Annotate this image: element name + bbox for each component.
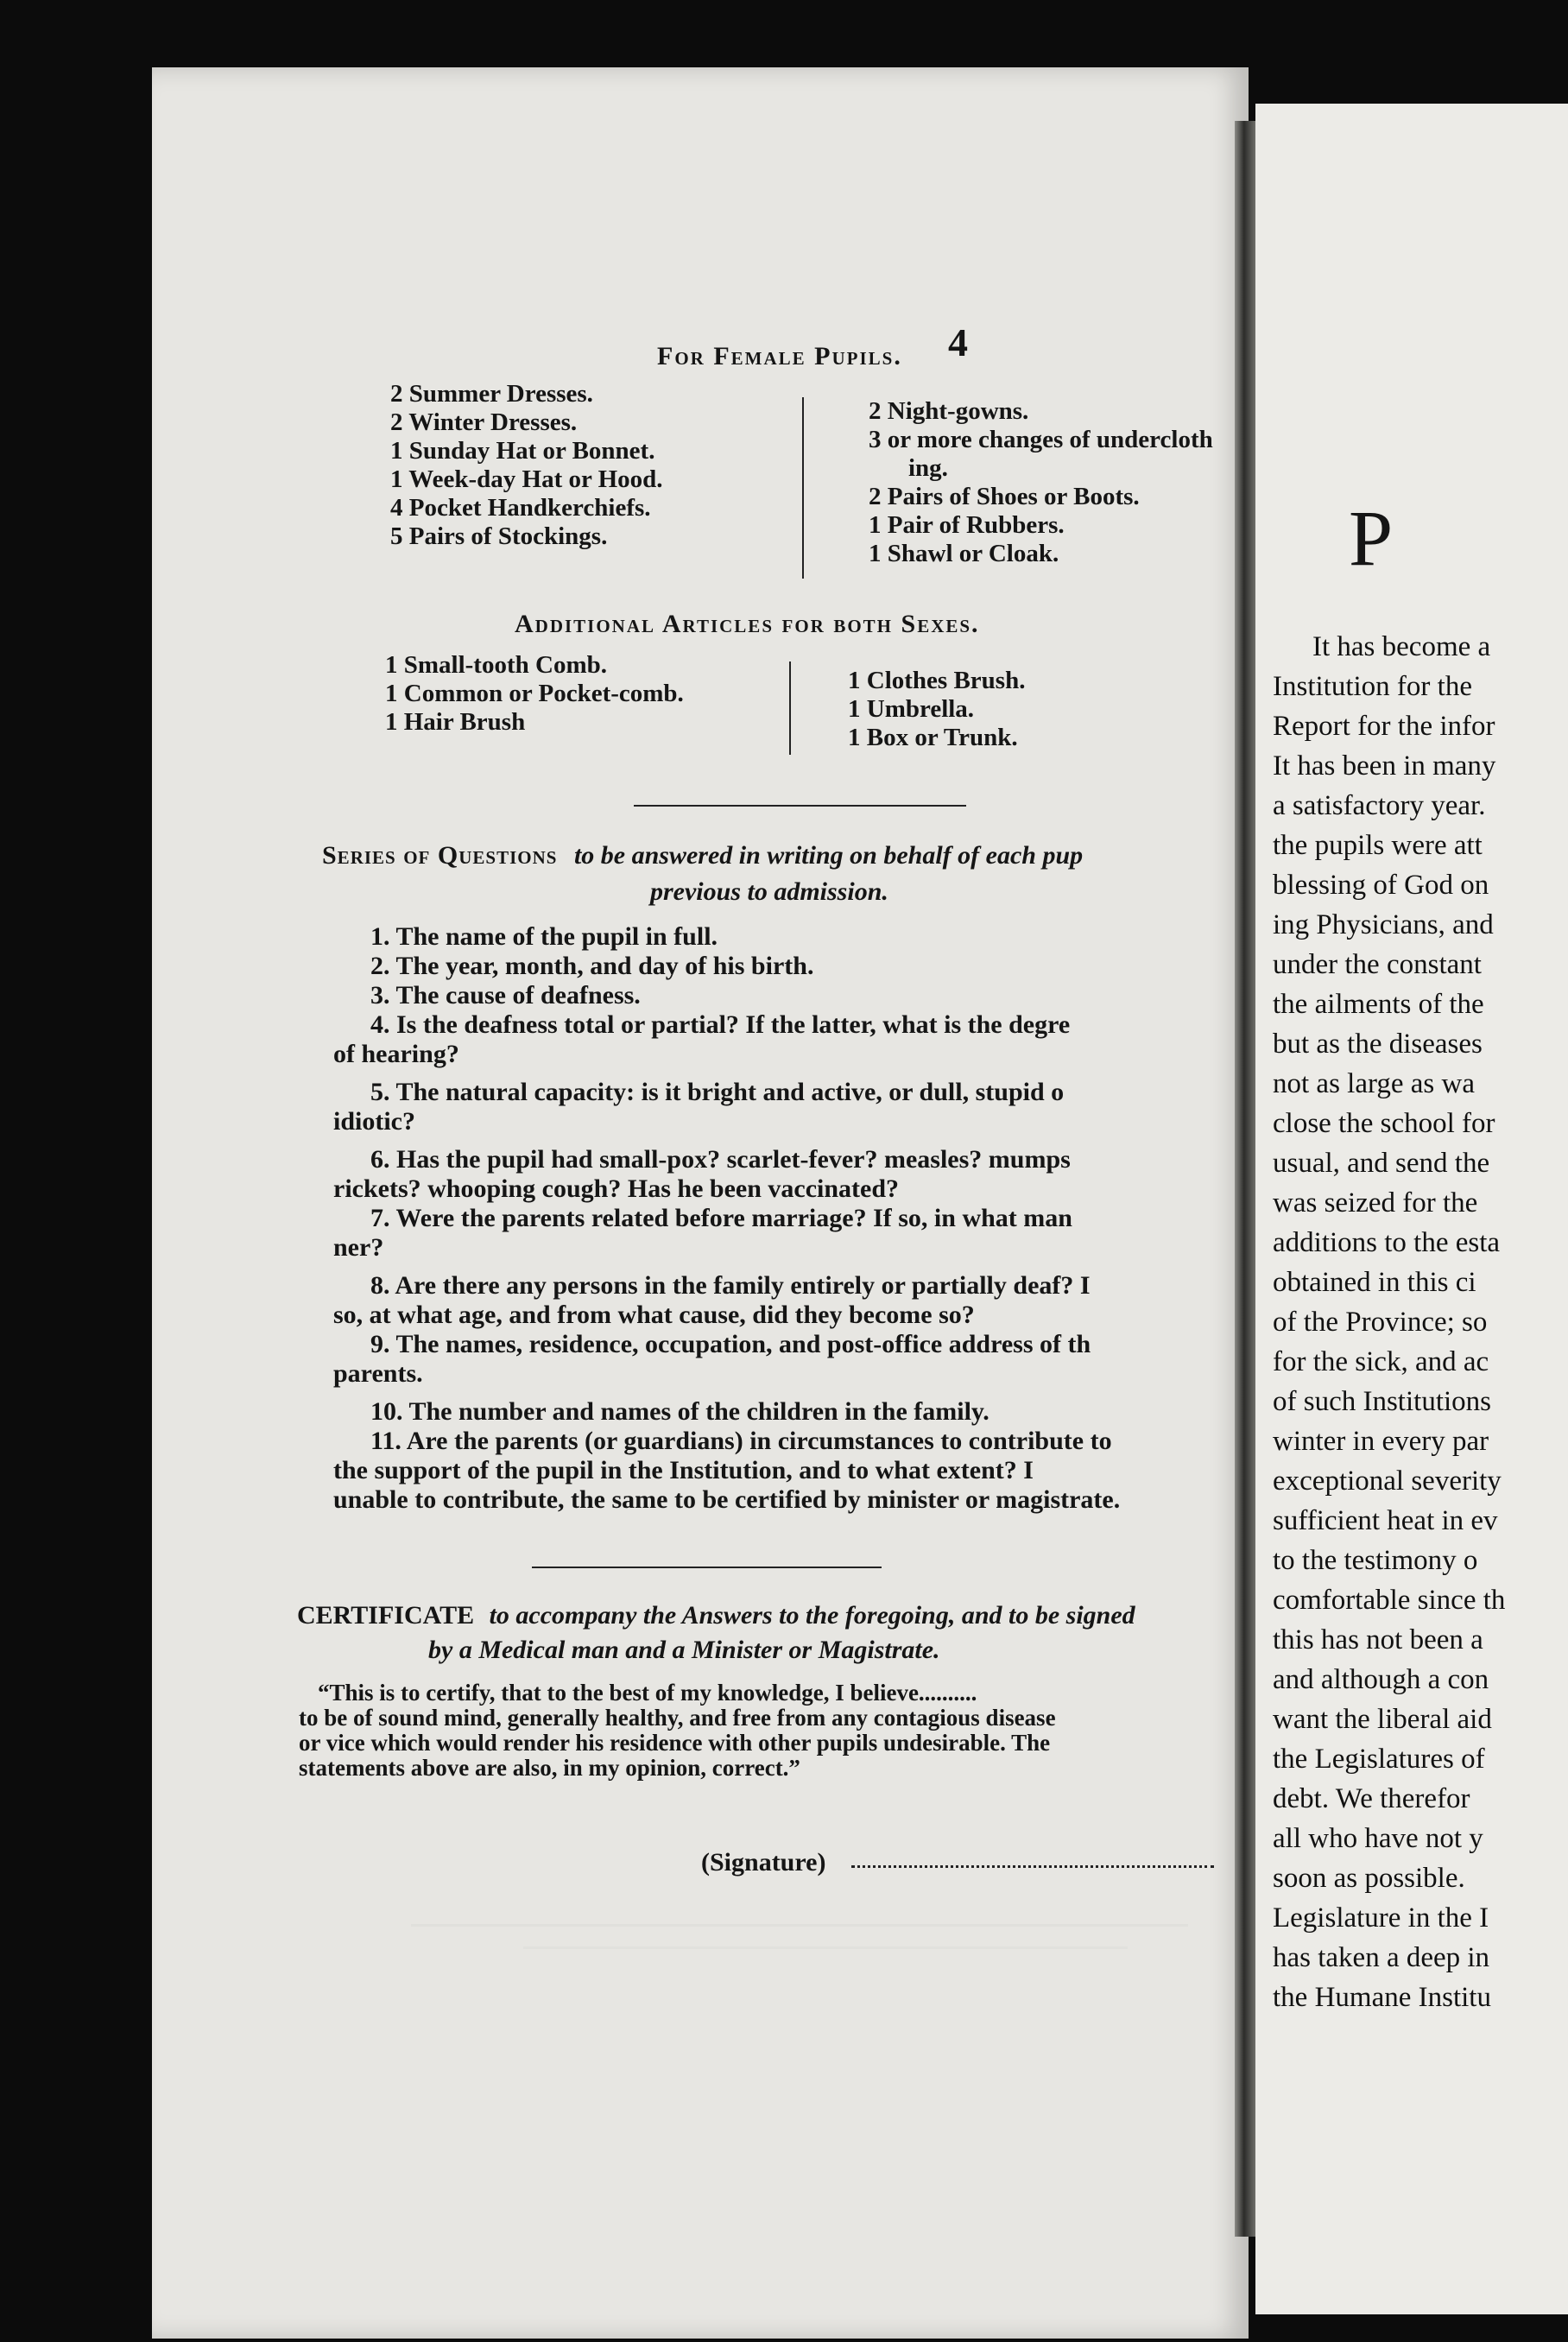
list-item: 1 Shawl or Cloak.: [869, 540, 1059, 567]
question-line: of hearing?: [333, 1040, 459, 1068]
question-line: 2. The year, month, and day of his birth.: [370, 952, 814, 980]
certificate-line: “This is to certify, that to the best of my knowledge, I believe..........: [318, 1680, 977, 1706]
question-line: parents.: [333, 1359, 423, 1388]
right-page-text: [1273, 627, 1505, 2017]
list-item: 2 Winter Dresses.: [390, 408, 578, 436]
list-item: 1 Week-day Hat or Hood.: [390, 465, 663, 493]
list-item: 1 Pair of Rubbers.: [869, 511, 1065, 539]
question-line: 1. The name of the pupil in full.: [370, 922, 718, 951]
list-item: 1 Small-tooth Comb.: [385, 651, 607, 679]
right-page: [1255, 104, 1568, 2314]
question-line: the support of the pupil in the Institution, and to what extent? I: [333, 1456, 1034, 1484]
text-line: It has been in many: [1273, 750, 1496, 782]
left-page: [152, 67, 1249, 2339]
text-line: ing Physicians, and: [1273, 909, 1494, 940]
column-divider: [789, 661, 791, 755]
text-line: all who have not y: [1273, 1823, 1483, 1854]
question-line: 11. Are the parents (or guardians) in circumstances to contribute to: [370, 1427, 1112, 1455]
certificate-line: or vice which would render his residence with other pupils undesirable. The: [299, 1730, 1051, 1756]
list-item: 4 Pocket Handkerchiefs.: [390, 494, 651, 522]
text-line: of the Province; so: [1273, 1307, 1488, 1338]
list-item: 1 Clothes Brush.: [848, 667, 1026, 694]
signature-line: [851, 1865, 1214, 1868]
question-line: 6. Has the pupil had small-pox? scarlet-fever? measles? mumps: [370, 1145, 1071, 1174]
list-item: 1 Box or Trunk.: [848, 724, 1018, 751]
list-item: 5 Pairs of Stockings.: [390, 522, 608, 550]
series-subheading: previous to admission.: [650, 877, 888, 906]
text-line: of such Institutions: [1273, 1386, 1491, 1417]
list-item: 1 Umbrella.: [848, 695, 975, 723]
text-line: close the school for: [1273, 1108, 1495, 1139]
text-line: for the sick, and ac: [1273, 1346, 1489, 1377]
list-item: 3 or more changes of undercloth: [869, 426, 1213, 453]
certificate-line: statements above are also, in my opinion, correct.”: [299, 1755, 800, 1781]
right-page-big-letter: P: [1349, 494, 1394, 582]
text-line: was seized for the: [1273, 1187, 1478, 1218]
list-item: 2 Night-gowns.: [869, 397, 1029, 425]
text-line: obtained in this ci: [1273, 1267, 1476, 1298]
column-divider: [802, 397, 804, 579]
text-line: blessing of God on: [1273, 870, 1489, 901]
text-line: and although a con: [1273, 1664, 1489, 1695]
text-line: additions to the esta: [1273, 1227, 1501, 1258]
list-item: 1 Hair Brush: [385, 708, 526, 736]
certificate-lead: CERTIFICATE: [297, 1601, 475, 1630]
question-line: 8. Are there any persons in the family entirely or partially deaf? I: [370, 1271, 1091, 1300]
series-rest: to be answered in writing on behalf of each pup: [573, 841, 1084, 870]
female-pupils-heading: For Female Pupils.: [657, 342, 902, 370]
show-through-mark: [523, 1946, 1128, 1949]
text-line: sufficient heat in ev: [1273, 1505, 1498, 1536]
text-line: soon as possible.: [1273, 1863, 1465, 1894]
text-line: exceptional severity: [1273, 1465, 1502, 1497]
certificate-line: to be of sound mind, generally healthy, and free from any contagious disease: [299, 1705, 1056, 1731]
text-line: the pupils were att: [1273, 830, 1483, 861]
question-line: unable to contribute, the same to be certified by minister or magistrate.: [333, 1485, 1121, 1514]
question-line: 4. Is the deafness total or partial? If the latter, what is the degre: [370, 1010, 1071, 1039]
text-line: under the constant: [1273, 949, 1482, 980]
series-heading: [322, 841, 1083, 870]
text-line: the Humane Institu: [1273, 1982, 1491, 2013]
list-item: 1 Common or Pocket-comb.: [385, 680, 684, 707]
question-line: 5. The natural capacity: is it bright and active, or dull, stupid o: [370, 1078, 1065, 1106]
list-item: ing.: [908, 454, 948, 482]
list-item: 2 Summer Dresses.: [390, 380, 593, 408]
certificate-body: [299, 1681, 1056, 1781]
additional-left-list: [385, 651, 684, 737]
text-line: has taken a deep in: [1273, 1942, 1490, 1973]
show-through-mark: [411, 1924, 1188, 1927]
list-item: 2 Pairs of Shoes or Boots.: [869, 483, 1140, 510]
series-lead: Series of Questions: [322, 841, 558, 870]
female-right-list: [869, 397, 1213, 568]
list-item: 1 Sunday Hat or Bonnet.: [390, 437, 655, 465]
text-line: Report for the infor: [1273, 711, 1495, 742]
text-line: want the liberal aid: [1273, 1704, 1492, 1735]
additional-articles-heading: Additional Articles for both Sexes.: [515, 610, 980, 638]
certificate-heading: [297, 1601, 1135, 1630]
text-line: not as large as wa: [1273, 1068, 1475, 1099]
text-line: a satisfactory year.: [1273, 790, 1486, 821]
question-line: so, at what age, and from what cause, did they become so?: [333, 1301, 975, 1329]
additional-right-list: [848, 667, 1025, 752]
question-line: ner?: [333, 1233, 384, 1262]
section-rule: [532, 1567, 882, 1568]
certificate-subheading: by a Medical man and a Minister or Magistrate.: [428, 1636, 940, 1664]
page-number: 4: [948, 320, 968, 364]
book-gutter: [1235, 121, 1255, 2237]
text-line: Legislature in the I: [1273, 1902, 1489, 1934]
text-line: Institution for the: [1273, 671, 1472, 702]
text-line: winter in every par: [1273, 1426, 1489, 1457]
question-line: rickets? whooping cough? Has he been vaccinated?: [333, 1174, 900, 1203]
text-line: It has become a: [1312, 631, 1491, 662]
text-line: but as the diseases: [1273, 1029, 1483, 1060]
female-left-list: [390, 380, 663, 551]
text-line: comfortable since th: [1273, 1585, 1506, 1616]
question-line: 3. The cause of deafness.: [370, 981, 641, 1010]
question-line: 9. The names, residence, occupation, and post-office address of th: [370, 1330, 1091, 1358]
question-line: 10. The number and names of the children in the family.: [370, 1397, 989, 1426]
text-line: to the testimony o: [1273, 1545, 1478, 1576]
text-line: the ailments of the: [1273, 989, 1484, 1020]
question-line: 7. Were the parents related before marriage? If so, in what man: [370, 1204, 1072, 1232]
text-line: usual, and send the: [1273, 1148, 1490, 1179]
signature-label: (Signature): [701, 1848, 826, 1877]
text-line: this has not been a: [1273, 1624, 1483, 1655]
certificate-rest: to accompany the Answers to the foregoing, and to be signed: [489, 1601, 1135, 1630]
question-line: idiotic?: [333, 1107, 415, 1136]
text-line: the Legislatures of: [1273, 1744, 1485, 1775]
text-line: debt. We therefor: [1273, 1783, 1470, 1814]
section-rule: [634, 805, 966, 807]
